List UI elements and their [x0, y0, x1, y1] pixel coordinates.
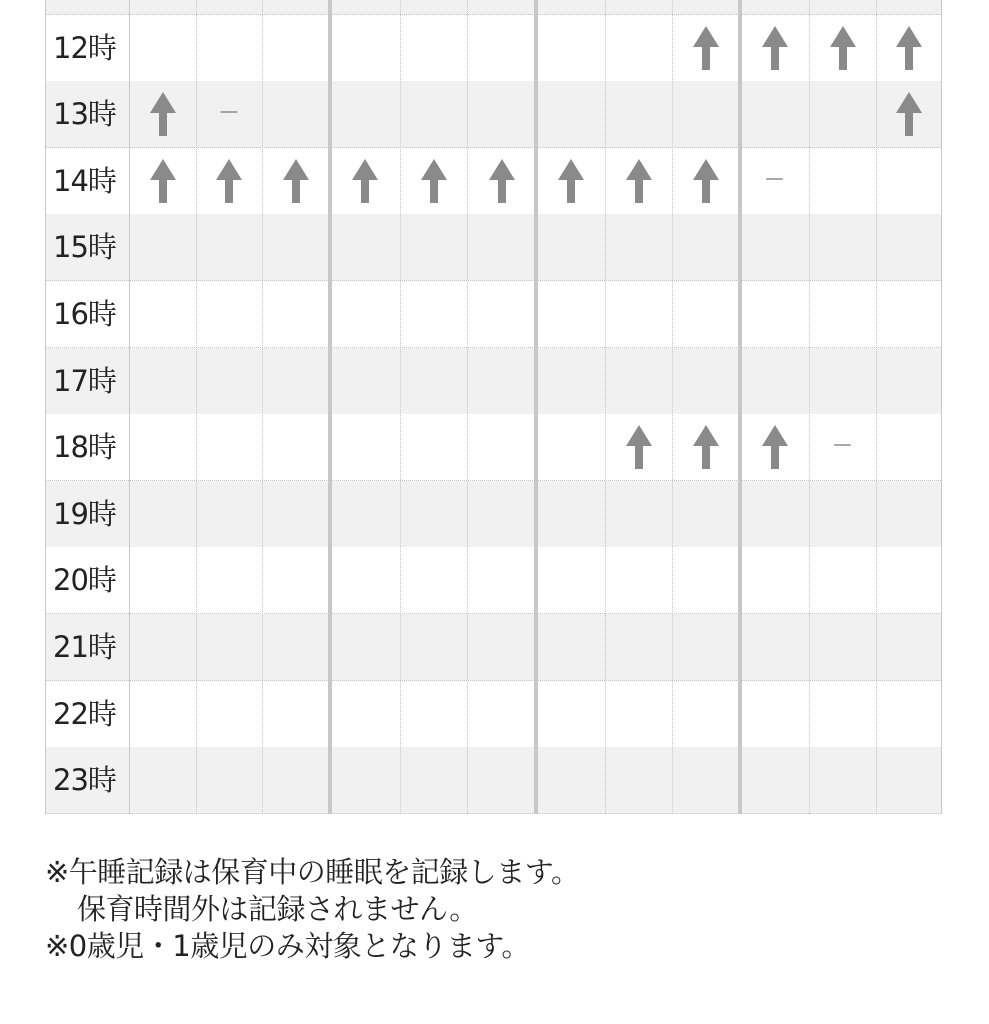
sleep-cell[interactable]	[672, 281, 740, 347]
hour-label: 20時	[53, 563, 116, 598]
sleep-cell[interactable]	[129, 148, 196, 214]
sleep-cell[interactable]	[467, 348, 536, 414]
day-divider	[467, 0, 468, 814]
day-divider	[400, 0, 401, 814]
up-arrow-icon	[557, 158, 585, 204]
up-arrow-icon	[692, 158, 720, 204]
sleep-cell[interactable]	[262, 481, 330, 547]
sleep-cell[interactable]	[400, 81, 467, 147]
sleep-cell[interactable]	[129, 348, 196, 414]
sleep-cell[interactable]	[672, 614, 740, 680]
sleep-cell[interactable]	[129, 0, 196, 14]
sleep-cell[interactable]	[740, 148, 809, 214]
sleep-cell[interactable]	[740, 681, 809, 747]
sleep-cell[interactable]	[672, 414, 740, 480]
day-divider	[672, 0, 673, 814]
sleep-cell[interactable]	[809, 481, 876, 547]
hour-row	[46, 0, 941, 15]
sleep-cell[interactable]	[536, 481, 605, 547]
hour-row	[46, 148, 941, 215]
sleep-cell[interactable]	[876, 281, 942, 347]
sleep-cell[interactable]	[536, 281, 605, 347]
hour-row	[46, 547, 941, 614]
sleep-cell[interactable]	[876, 481, 942, 547]
sleep-cell[interactable]	[400, 681, 467, 747]
sleep-cell[interactable]	[262, 414, 330, 480]
note-age-target: ※0歳児・1歳児のみ対象となります。	[45, 929, 530, 963]
sleep-cell[interactable]	[400, 214, 467, 280]
sleep-cell[interactable]	[605, 281, 672, 347]
sleep-cell[interactable]	[129, 214, 196, 280]
sleep-cell[interactable]	[809, 0, 876, 14]
sleep-cell[interactable]	[330, 481, 400, 547]
up-arrow-icon	[895, 25, 923, 71]
sleep-cell[interactable]	[809, 681, 876, 747]
hour-label: 19時	[53, 496, 116, 531]
hour-row	[46, 281, 941, 348]
hour-label	[46, 0, 129, 14]
sleep-cell[interactable]	[262, 614, 330, 680]
sleep-cell[interactable]	[536, 0, 605, 14]
sleep-cell[interactable]	[262, 81, 330, 147]
sleep-cell[interactable]	[876, 214, 942, 280]
hour-row	[46, 414, 941, 481]
sleep-cell[interactable]	[605, 681, 672, 747]
sleep-cell[interactable]	[536, 81, 605, 147]
sleep-cell[interactable]	[129, 747, 196, 813]
sleep-cell[interactable]	[740, 414, 809, 480]
sleep-cell[interactable]	[809, 547, 876, 613]
sleep-cell[interactable]	[196, 15, 262, 81]
sleep-cell[interactable]	[740, 348, 809, 414]
sleep-cell[interactable]	[467, 15, 536, 81]
hour-row	[46, 81, 941, 148]
dash-mark: －	[831, 434, 854, 460]
sleep-cell[interactable]	[809, 15, 876, 81]
sleep-cell[interactable]	[536, 348, 605, 414]
hour-label: 15時	[53, 230, 116, 265]
sleep-cell[interactable]	[262, 214, 330, 280]
hour-row	[46, 348, 941, 415]
hour-label: 18時	[53, 430, 116, 465]
sleep-cell[interactable]	[196, 614, 262, 680]
sleep-cell[interactable]	[605, 15, 672, 81]
sleep-cell[interactable]	[876, 348, 942, 414]
sleep-cell[interactable]	[536, 15, 605, 81]
sleep-cell[interactable]	[467, 81, 536, 147]
sleep-cell[interactable]	[467, 547, 536, 613]
sleep-cell[interactable]	[536, 214, 605, 280]
up-arrow-icon	[829, 25, 857, 71]
sleep-cell[interactable]	[740, 747, 809, 813]
dash-mark: －	[763, 167, 786, 193]
hour-label: 12時	[53, 30, 116, 65]
up-arrow-icon	[692, 25, 720, 71]
day-divider	[129, 0, 130, 814]
hour-label: 23時	[53, 763, 116, 798]
hour-label: 17時	[53, 363, 116, 398]
note-outside-hours: 保育時間外は記録されません。	[77, 892, 478, 926]
sleep-cell[interactable]	[400, 348, 467, 414]
week-divider	[738, 0, 742, 814]
up-arrow-icon	[761, 424, 789, 470]
sleep-cell[interactable]	[262, 681, 330, 747]
sleep-cell[interactable]	[672, 0, 740, 14]
hour-row	[46, 15, 941, 82]
sleep-cell[interactable]	[262, 281, 330, 347]
sleep-cell[interactable]	[876, 148, 942, 214]
sleep-cell[interactable]	[196, 348, 262, 414]
up-arrow-icon	[149, 91, 177, 137]
sleep-cell[interactable]	[196, 481, 262, 547]
sleep-cell[interactable]	[262, 547, 330, 613]
hour-row	[46, 214, 941, 281]
sleep-cell[interactable]	[262, 148, 330, 214]
sleep-cell[interactable]	[196, 148, 262, 214]
sleep-cell[interactable]	[129, 547, 196, 613]
sleep-cell[interactable]	[262, 0, 330, 14]
day-divider	[605, 0, 606, 814]
note-nap-record: ※午睡記録は保育中の睡眠を記録します。	[45, 855, 580, 889]
sleep-cell[interactable]	[330, 681, 400, 747]
sleep-cell[interactable]	[129, 81, 196, 147]
nap-record-grid	[45, 0, 942, 814]
notes	[45, 854, 579, 965]
sleep-cell[interactable]	[467, 148, 536, 214]
sleep-cell[interactable]	[740, 0, 809, 14]
sleep-cell[interactable]	[740, 281, 809, 347]
sleep-cell[interactable]	[330, 81, 400, 147]
day-divider	[262, 0, 263, 814]
sleep-cell[interactable]	[536, 747, 605, 813]
hour-row	[46, 681, 941, 748]
sleep-cell[interactable]	[740, 614, 809, 680]
sleep-cell[interactable]	[330, 414, 400, 480]
sleep-cell[interactable]	[467, 481, 536, 547]
sleep-cell[interactable]	[330, 281, 400, 347]
sleep-cell[interactable]	[330, 15, 400, 81]
sleep-cell[interactable]	[330, 547, 400, 613]
sleep-cell[interactable]	[740, 81, 809, 147]
sleep-cell[interactable]	[400, 281, 467, 347]
sleep-cell[interactable]	[605, 81, 672, 147]
sleep-cell[interactable]	[809, 747, 876, 813]
sleep-cell[interactable]	[605, 481, 672, 547]
up-arrow-icon	[149, 158, 177, 204]
hour-label: 13時	[53, 97, 116, 132]
day-divider	[196, 0, 197, 814]
sleep-cell[interactable]	[400, 614, 467, 680]
week-divider	[534, 0, 538, 814]
sleep-cell[interactable]	[672, 148, 740, 214]
sleep-cell[interactable]	[330, 614, 400, 680]
sleep-cell[interactable]	[605, 414, 672, 480]
sleep-cell[interactable]	[129, 281, 196, 347]
up-arrow-icon	[625, 424, 653, 470]
sleep-cell[interactable]	[536, 614, 605, 680]
hour-row	[46, 747, 941, 814]
sleep-cell[interactable]	[400, 547, 467, 613]
sleep-cell[interactable]	[262, 15, 330, 81]
sleep-cell[interactable]	[876, 0, 942, 14]
sleep-cell[interactable]	[672, 81, 740, 147]
sleep-cell[interactable]	[536, 681, 605, 747]
sleep-cell[interactable]	[196, 747, 262, 813]
sleep-cell[interactable]	[809, 614, 876, 680]
sleep-cell[interactable]	[536, 148, 605, 214]
week-divider	[328, 0, 332, 814]
sleep-cell[interactable]	[467, 747, 536, 813]
sleep-cell[interactable]	[196, 214, 262, 280]
sleep-cell[interactable]	[876, 414, 942, 480]
sleep-cell[interactable]	[400, 0, 467, 14]
hour-label: 14時	[53, 163, 116, 198]
sleep-cell[interactable]	[129, 681, 196, 747]
sleep-cell[interactable]	[809, 214, 876, 280]
sleep-cell[interactable]	[330, 348, 400, 414]
sleep-cell[interactable]	[330, 214, 400, 280]
sleep-cell[interactable]	[262, 747, 330, 813]
sleep-cell[interactable]	[672, 348, 740, 414]
sleep-cell[interactable]	[467, 681, 536, 747]
sleep-cell[interactable]	[400, 481, 467, 547]
sleep-cell[interactable]	[876, 614, 942, 680]
up-arrow-icon	[351, 158, 379, 204]
day-divider	[809, 0, 810, 814]
sleep-cell[interactable]	[400, 414, 467, 480]
sleep-cell[interactable]	[400, 15, 467, 81]
sleep-cell[interactable]	[740, 547, 809, 613]
sleep-cell[interactable]	[196, 0, 262, 14]
up-arrow-icon	[282, 158, 310, 204]
up-arrow-icon	[625, 158, 653, 204]
sleep-cell[interactable]	[809, 148, 876, 214]
sleep-cell[interactable]	[400, 148, 467, 214]
sleep-cell[interactable]	[196, 547, 262, 613]
sleep-cell[interactable]	[605, 348, 672, 414]
hour-label: 22時	[53, 696, 116, 731]
sleep-cell[interactable]	[809, 281, 876, 347]
sleep-cell[interactable]	[605, 148, 672, 214]
sleep-cell[interactable]	[672, 481, 740, 547]
sleep-cell[interactable]	[129, 414, 196, 480]
sleep-cell[interactable]	[740, 15, 809, 81]
hour-label: 21時	[53, 630, 116, 664]
sleep-cell[interactable]	[536, 547, 605, 613]
up-arrow-icon	[215, 158, 243, 204]
sleep-cell[interactable]	[876, 15, 942, 81]
sleep-cell[interactable]	[809, 414, 876, 480]
sleep-cell[interactable]	[876, 747, 942, 813]
sleep-cell[interactable]	[536, 414, 605, 480]
up-arrow-icon	[895, 91, 923, 137]
sleep-cell[interactable]	[740, 214, 809, 280]
sleep-cell[interactable]	[330, 148, 400, 214]
sleep-cell[interactable]	[605, 747, 672, 813]
sleep-cell[interactable]	[605, 547, 672, 613]
sleep-cell[interactable]	[605, 0, 672, 14]
sleep-cell[interactable]	[672, 747, 740, 813]
sleep-cell[interactable]	[672, 547, 740, 613]
hour-row	[46, 481, 941, 548]
sleep-cell[interactable]	[262, 348, 330, 414]
sleep-cell[interactable]	[196, 281, 262, 347]
day-divider	[876, 0, 877, 814]
up-arrow-icon	[420, 158, 448, 204]
sleep-cell[interactable]	[467, 0, 536, 14]
sleep-cell[interactable]	[129, 15, 196, 81]
sleep-cell[interactable]	[740, 481, 809, 547]
sleep-cell[interactable]	[672, 214, 740, 280]
up-arrow-icon	[488, 158, 516, 204]
sleep-cell[interactable]	[809, 348, 876, 414]
dash-mark: －	[217, 101, 240, 127]
sleep-cell[interactable]	[400, 747, 467, 813]
sleep-cell[interactable]	[605, 614, 672, 680]
sleep-cell[interactable]	[330, 747, 400, 813]
sleep-cell[interactable]	[196, 414, 262, 480]
sleep-cell[interactable]	[809, 81, 876, 147]
hour-label: 16時	[53, 297, 116, 331]
sleep-cell[interactable]	[672, 681, 740, 747]
sleep-cell[interactable]	[467, 414, 536, 480]
sleep-cell[interactable]	[467, 281, 536, 347]
sleep-cell[interactable]	[196, 81, 262, 147]
sleep-cell[interactable]	[129, 614, 196, 680]
sleep-cell[interactable]	[605, 214, 672, 280]
hour-row	[46, 614, 941, 681]
sleep-cell[interactable]	[876, 681, 942, 747]
sleep-cell[interactable]	[876, 81, 942, 147]
up-arrow-icon	[761, 25, 789, 71]
sleep-cell[interactable]	[196, 681, 262, 747]
sleep-cell[interactable]	[876, 547, 942, 613]
sleep-cell[interactable]	[330, 0, 400, 14]
sleep-cell[interactable]	[672, 15, 740, 81]
sleep-cell[interactable]	[129, 481, 196, 547]
up-arrow-icon	[692, 424, 720, 470]
sleep-cell[interactable]	[467, 214, 536, 280]
sleep-cell[interactable]	[467, 614, 536, 680]
